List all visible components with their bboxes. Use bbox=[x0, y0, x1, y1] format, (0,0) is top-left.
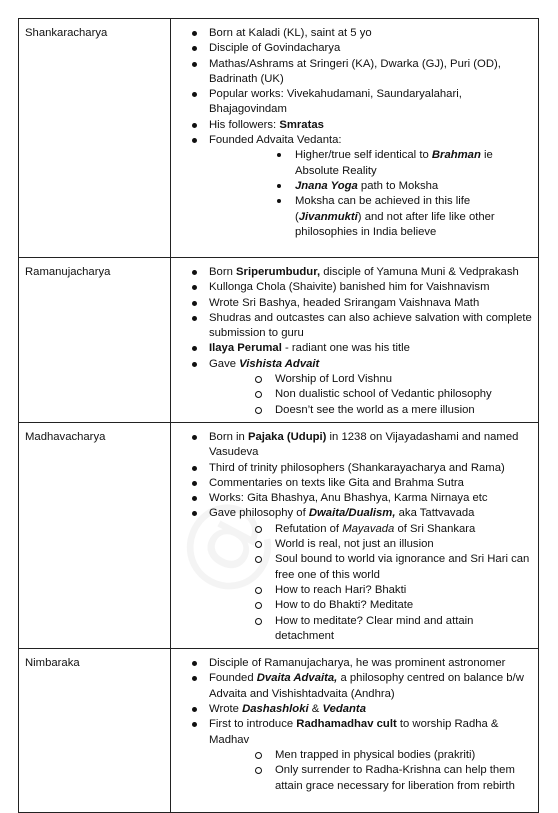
table-row bbox=[19, 258, 539, 423]
sub-list-item bbox=[209, 372, 532, 387]
bullet-text: Men trapped in physical bodies (prakriti) bbox=[275, 748, 476, 761]
topic-cell bbox=[19, 19, 171, 258]
sub-bullet-list bbox=[209, 522, 532, 644]
bullet-text: Doesn’t see the world as a mere illusion bbox=[275, 403, 475, 416]
sub-list-item bbox=[209, 403, 532, 418]
bullet-text: Wrote bbox=[209, 703, 243, 716]
sub-list-item bbox=[209, 763, 532, 794]
list-item bbox=[177, 491, 532, 506]
sub-list-item bbox=[209, 148, 532, 179]
emphasis-text: Vedanta bbox=[322, 703, 366, 716]
bullet-text: Works: Gita Bhashya, Anu Bhashya, Karma Nirnaya etc bbox=[209, 492, 488, 505]
emphasis-text: Dvaita Advaita, bbox=[256, 672, 338, 685]
list-item bbox=[177, 118, 532, 133]
bullet-text: His followers: bbox=[209, 118, 280, 131]
bullet-text: Born in bbox=[209, 430, 248, 443]
bullet-text: of Sri Shankara bbox=[394, 522, 476, 535]
emphasis-text: Ilaya Perumal bbox=[209, 342, 282, 355]
topic-cell bbox=[19, 258, 171, 423]
bullet-text: Kullonga Chola (Shaivite) banished him for Vaishnavism bbox=[209, 281, 490, 294]
bullet-text: ) and not after life like other philosophies in India believe bbox=[295, 210, 495, 238]
emphasis-text: Jivanmukti bbox=[298, 210, 358, 223]
bullet-text: Gave philosophy of bbox=[209, 507, 309, 520]
sub-list-item bbox=[209, 614, 532, 645]
bullet-text: World is real, not just an illusion bbox=[275, 538, 434, 551]
details-cell bbox=[171, 258, 539, 423]
list-item bbox=[177, 26, 532, 41]
details-cell bbox=[171, 19, 539, 258]
bullet-list bbox=[177, 430, 532, 644]
bullet-text: in 1238 on Vijayadashami and named Vasudeva bbox=[209, 430, 519, 459]
emphasis-text: Vishista Advait bbox=[239, 357, 320, 370]
sub-bullet-list bbox=[209, 372, 532, 418]
bullet-text: Founded bbox=[209, 672, 257, 685]
list-item bbox=[177, 87, 532, 118]
table-row bbox=[19, 19, 539, 258]
list-item bbox=[177, 702, 532, 717]
bullet-text: Born at Kaladi (KL), saint at 5 yo bbox=[209, 27, 372, 39]
sub-bullet-list bbox=[209, 748, 532, 794]
bullet-text: How to reach Hari? Bhakti bbox=[275, 583, 407, 596]
sub-list-item bbox=[209, 552, 532, 583]
emphasis-text: Pajaka (Udupi) bbox=[247, 430, 327, 443]
bullet-text: Non dualistic school of Vedantic philosophy bbox=[275, 388, 492, 401]
list-item bbox=[177, 717, 532, 793]
sub-list-item bbox=[209, 194, 532, 240]
sub-list-item bbox=[209, 387, 532, 402]
bullet-text: Moksha can be achieved in this life ( bbox=[295, 195, 471, 223]
bullet-text: disciple of Yamuna Muni & Vedprakash bbox=[320, 266, 519, 278]
topic-name: Madhavacharya bbox=[25, 430, 106, 443]
bullet-text: Shudras and outcastes can also achieve salvation with complete submission to guru bbox=[209, 311, 532, 340]
bullet-list bbox=[177, 656, 532, 794]
topic-name: Shankaracharya bbox=[25, 27, 108, 39]
bullet-text: First to introduce bbox=[209, 718, 297, 731]
list-item bbox=[177, 296, 532, 311]
list-item bbox=[177, 671, 532, 702]
bullet-text: aka Tattvavada bbox=[395, 507, 475, 520]
details-cell bbox=[171, 649, 539, 813]
bullet-text: Soul bound to world via ignorance and Sri Hari can free one of this world bbox=[275, 553, 530, 581]
emphasis-text: Sriperumbudur, bbox=[236, 266, 321, 278]
sub-bullet-list bbox=[209, 148, 532, 240]
list-item bbox=[177, 41, 532, 56]
list-item bbox=[177, 265, 532, 280]
list-item bbox=[177, 656, 532, 671]
emphasis-text: Mayavada bbox=[342, 522, 395, 535]
list-item bbox=[177, 357, 532, 418]
bullet-text: Only surrender to Radha-Krishna can help them attain grace necessary for liberation from rebirth bbox=[275, 764, 515, 792]
list-item bbox=[177, 506, 532, 644]
topic-name: Nimbaraka bbox=[25, 657, 80, 670]
sub-list-item bbox=[209, 179, 532, 194]
bullet-text: Wrote Sri Bashya, headed Srirangam Vaishnava Math bbox=[209, 296, 480, 309]
list-item bbox=[177, 280, 532, 295]
bullet-text: Disciple of Ramanujacharya, he was prominent astronomer bbox=[209, 657, 506, 670]
bullet-text: Commentaries on texts like Gita and Brahma Sutra bbox=[209, 476, 464, 489]
bullet-text: ie Absolute Reality bbox=[295, 149, 493, 177]
list-item bbox=[177, 57, 532, 88]
sub-list-item bbox=[209, 522, 532, 537]
emphasis-text: Dwaita/Dualism, bbox=[308, 507, 396, 520]
bullet-text: How to do Bhakti? Meditate bbox=[275, 599, 414, 612]
list-item bbox=[177, 341, 532, 356]
list-item bbox=[177, 461, 532, 476]
topic-name: Ramanujacharya bbox=[25, 266, 111, 278]
bullet-text: Gave bbox=[209, 357, 240, 370]
sub-list-item bbox=[209, 748, 532, 763]
bullet-text: Disciple of Govindacharya bbox=[209, 42, 341, 55]
notes-table-body bbox=[19, 19, 539, 813]
bullet-text: path to Moksha bbox=[357, 179, 439, 192]
emphasis-text: Brahman bbox=[431, 149, 481, 162]
list-item bbox=[177, 133, 532, 240]
details-cell bbox=[171, 422, 539, 648]
sub-list-item bbox=[209, 537, 532, 552]
sub-list-item bbox=[209, 583, 532, 598]
list-item bbox=[177, 311, 532, 342]
sub-list-item bbox=[209, 598, 532, 613]
bullet-list bbox=[177, 265, 532, 418]
bullet-text: How to meditate? Clear mind and attain detachment bbox=[275, 614, 474, 642]
table-row bbox=[19, 649, 539, 813]
topic-cell bbox=[19, 422, 171, 648]
topic-cell bbox=[19, 649, 171, 813]
bullet-text: Worship of Lord Vishnu bbox=[275, 373, 393, 386]
bullet-text: Higher/true self identical to bbox=[295, 149, 432, 162]
table-row bbox=[19, 422, 539, 648]
emphasis-text: Smratas bbox=[279, 118, 324, 131]
bullet-list bbox=[177, 26, 532, 240]
bullet-text: to worship Radha & Madhav bbox=[209, 718, 499, 746]
bullet-text: Mathas/Ashrams at Sringeri (KA), Dwarka (GJ), Puri (OD), Badrinath (UK) bbox=[209, 57, 501, 85]
bullet-text: a philosophy centred on balance b/w Advaita and Vishishtadvaita (Andhra) bbox=[209, 672, 524, 700]
list-item bbox=[177, 476, 532, 491]
bullet-text: Popular works: Vivekahudamani, Saundaryalahari, Bhajagovindam bbox=[209, 88, 462, 116]
bullet-text: Born bbox=[209, 266, 237, 278]
emphasis-text: Radhamadhav cult bbox=[296, 718, 397, 731]
bullet-text: Third of trinity philosophers (Shankarayacharya and Rama) bbox=[209, 461, 505, 474]
bullet-text: - radiant one was his title bbox=[281, 342, 410, 355]
bullet-text: & bbox=[308, 703, 323, 716]
emphasis-text: Jnana Yoga bbox=[295, 179, 358, 192]
emphasis-text: Dashashloki bbox=[242, 703, 309, 716]
notes-table bbox=[18, 18, 539, 813]
bullet-text: Founded Advaita Vedanta: bbox=[209, 134, 342, 147]
bullet-text: Refutation of bbox=[275, 522, 343, 535]
list-item bbox=[177, 430, 532, 461]
